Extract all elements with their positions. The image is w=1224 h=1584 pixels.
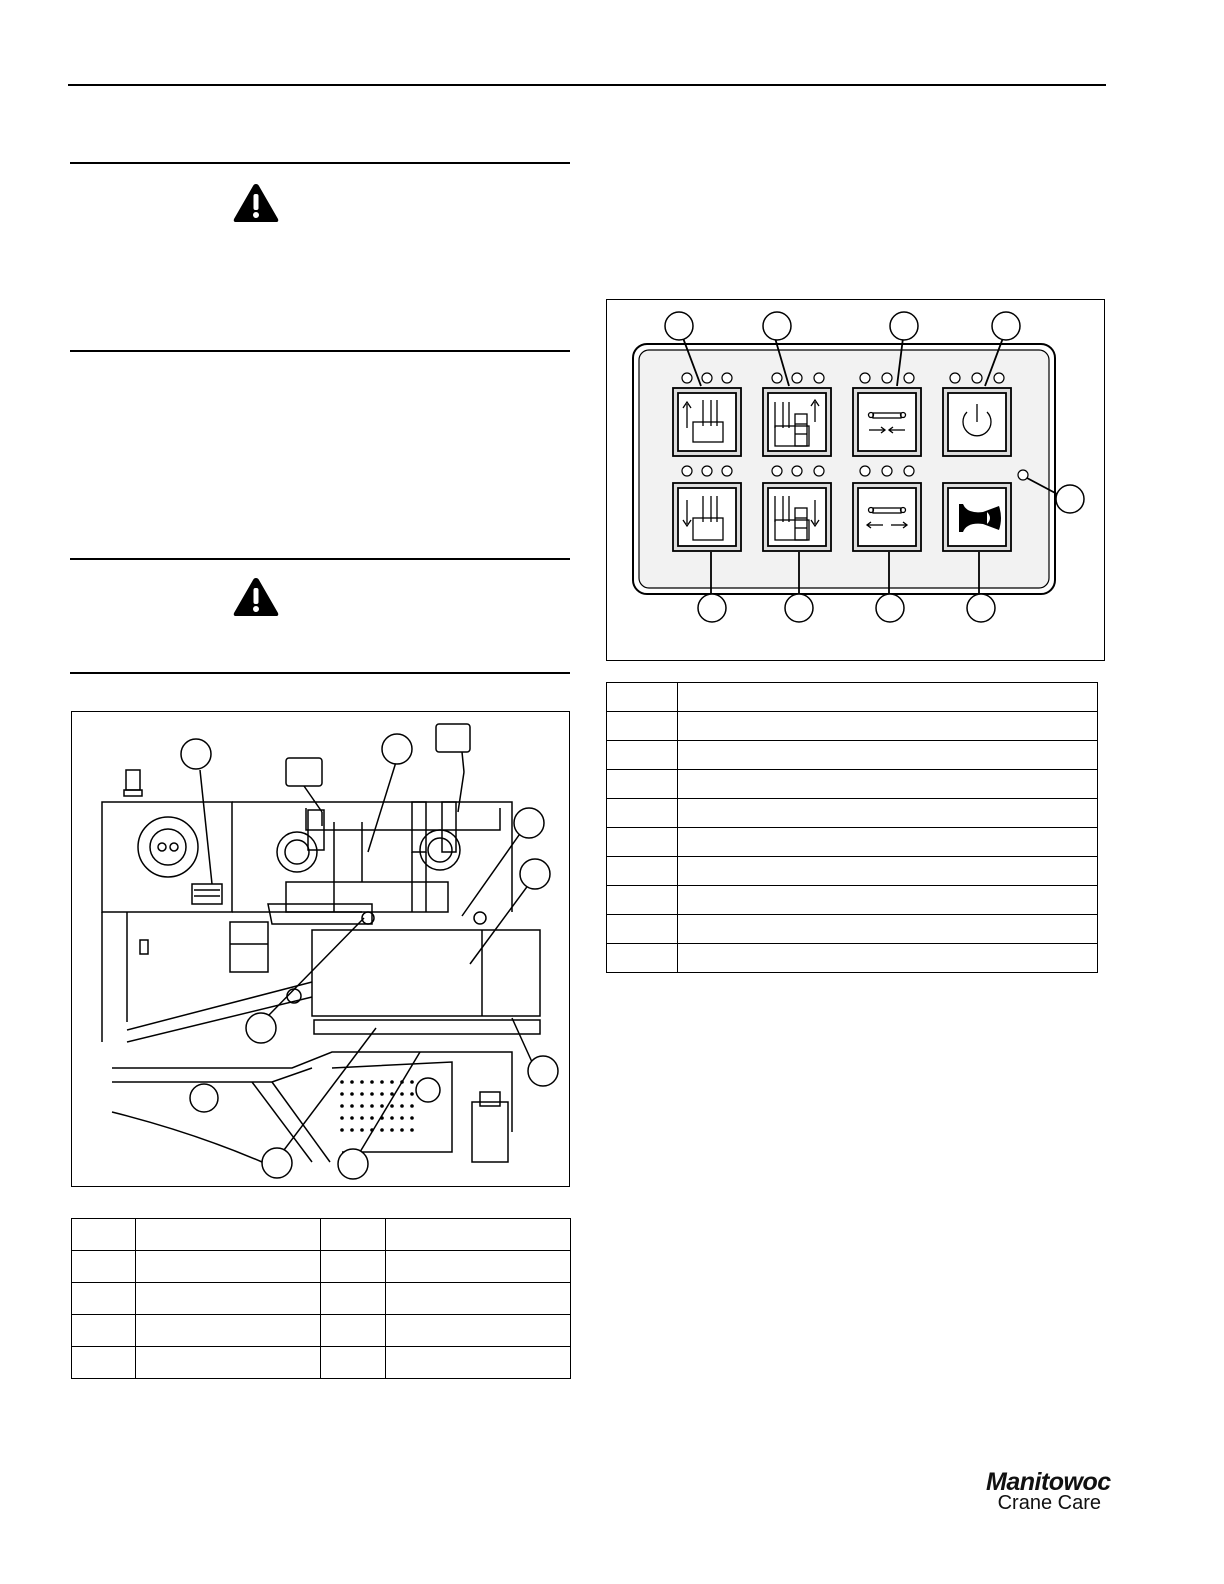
figure-cab-mechanism [71, 711, 570, 1187]
manitowoc-crane-care-logo [986, 1468, 1111, 1520]
table-row [607, 886, 1098, 915]
table-row [607, 741, 1098, 770]
callout-circle [992, 312, 1020, 340]
table-row [72, 1251, 571, 1283]
right-parts-table [606, 682, 1098, 973]
callout-circle [785, 594, 813, 622]
callout-circle [763, 312, 791, 340]
callout-circle [181, 739, 211, 769]
table-row [607, 712, 1098, 741]
warning2-bottom-rule [70, 672, 570, 674]
figure-control-panel [606, 299, 1105, 661]
logo-brand: Manitowoc [986, 1468, 1111, 1496]
callout-circle [246, 1013, 276, 1043]
callout-circle [876, 594, 904, 622]
table-row [607, 770, 1098, 799]
status-light [1018, 470, 1028, 480]
callout-circle [1056, 485, 1084, 513]
table-row [72, 1315, 571, 1347]
table-row [607, 915, 1098, 944]
callout-circle [382, 734, 412, 764]
callout-circle [520, 859, 550, 889]
table-row [607, 683, 1098, 712]
callout-circle [967, 594, 995, 622]
callout-circle [262, 1148, 292, 1178]
logo-subtitle: Crane Care [997, 1492, 1101, 1514]
callout-circle [528, 1056, 558, 1086]
warning-triangle-icon [232, 182, 280, 224]
cab-mechanism-drawing [72, 712, 569, 1186]
callout-circle [514, 808, 544, 838]
left-parts-table [71, 1218, 571, 1379]
table-row [72, 1347, 571, 1379]
warning-triangle-icon [232, 576, 280, 618]
table-row [607, 857, 1098, 886]
callout-circle [698, 594, 726, 622]
table-row [607, 944, 1098, 973]
table-row [607, 828, 1098, 857]
table-row [72, 1283, 571, 1315]
callout-circle [338, 1149, 368, 1179]
table-row [72, 1219, 571, 1251]
warning-top-rule [70, 162, 570, 164]
table-row [607, 799, 1098, 828]
header-rule [68, 84, 1106, 86]
control-panel-drawing [607, 300, 1104, 660]
warning-bottom-rule [70, 350, 570, 352]
callout-circle [665, 312, 693, 340]
callout-circle [890, 312, 918, 340]
warning2-top-rule [70, 558, 570, 560]
